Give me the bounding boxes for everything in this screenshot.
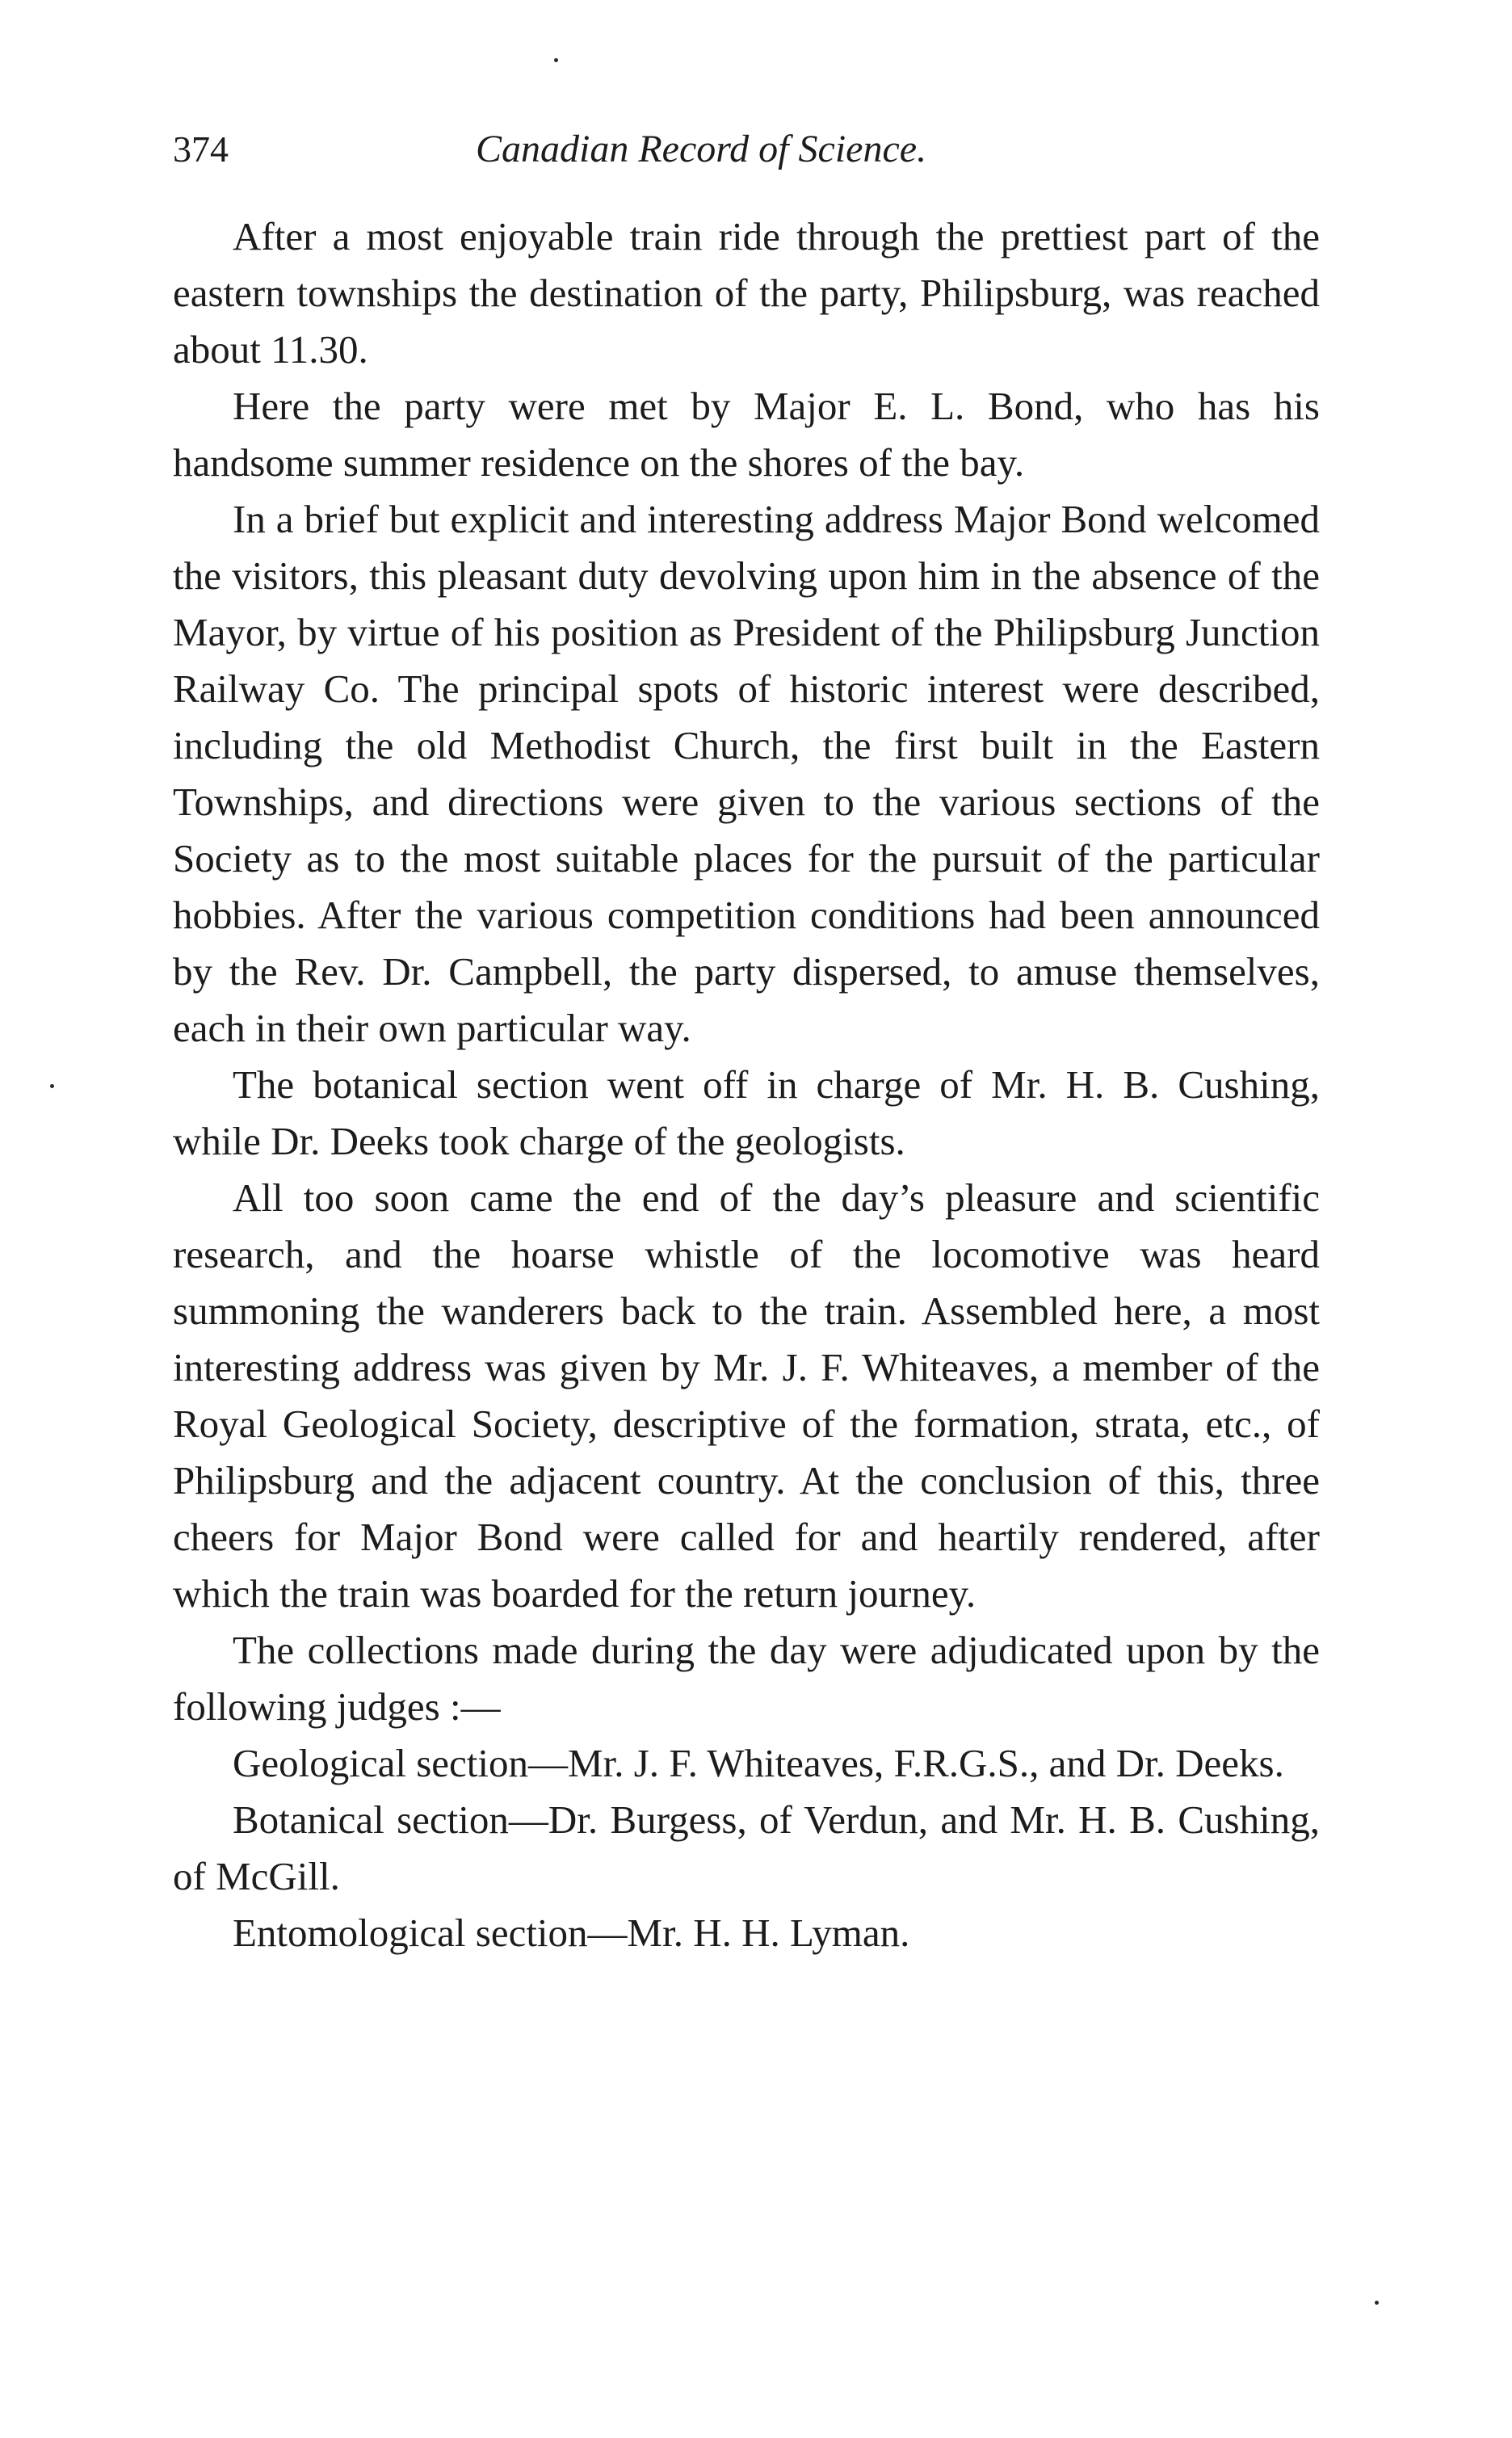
ink-speck xyxy=(554,58,558,62)
paragraph-arrival: After a most enjoyable train ride through the prettiest part of the eastern townships the destination of the party, Philipsburg, was reached about 11.30. xyxy=(173,214,1320,372)
ink-speck xyxy=(50,1084,54,1088)
paragraph-judges-intro: The collections made during the day were adjudicated upon by the following judges :— xyxy=(173,1628,1320,1729)
running-head xyxy=(173,121,1320,178)
paragraph-entomological-judges: Entomological section—Mr. H. H. Lyman. xyxy=(233,1910,910,1955)
page-number: 374 xyxy=(173,128,229,170)
body-text xyxy=(173,208,1320,1961)
journal-title: Canadian Record of Science. xyxy=(476,128,927,170)
paragraph-botanical-section: The botanical section went off in charge of Mr. H. B. Cushing, while Dr. Deeks took charge of the geologists. xyxy=(173,1062,1320,1163)
paragraph-return: All too soon came the end of the day’s pleasure and scientific research, and the hoarse whistle of the locomotive was heard summoning the wanderers back to the train. Assembled here, a most interesting address was given by Mr. J. F. Whiteaves, a member of the Royal Geological Society, descriptive of the formation, strata, etc., of Philipsburg and the adjacent country. At the conclusion of this, three cheers for Major Bond were called for and heartily rendered, after which the train was boarded for the return journey. xyxy=(173,1175,1320,1616)
ink-speck xyxy=(1375,2301,1379,2305)
paragraph-botanical-judges: Botanical section—Dr. Burgess, of Verdun, and Mr. H. B. Cushing, of McGill. xyxy=(173,1797,1320,1898)
paragraph-geological-judges: Geological section—Mr. J. F. Whiteaves, F.R.G.S., and Dr. Deeks. xyxy=(233,1741,1284,1785)
paragraph-major-bond: Here the party were met by Major E. L. Bond, who has his handsome summer residence on the shores of the bay. xyxy=(173,384,1320,485)
paragraph-welcome-address: In a brief but explicit and interesting address Major Bond welcomed the visitors, this pleasant duty devolving upon him in the absence of the Mayor, by virtue of his position as President of the Philipsburg Junction Railway Co. The principal spots of historic interest were described, including the old Methodist Church, the first built in the Eastern Townships, and directions were given to the various sections of the Society as to the most suitable places for the pursuit of the particular hobbies. After the various competition conditions had been announced by the Rev. Dr. Campbell, the party dispersed, to amuse themselves, each in their own particular way. xyxy=(173,497,1320,1050)
